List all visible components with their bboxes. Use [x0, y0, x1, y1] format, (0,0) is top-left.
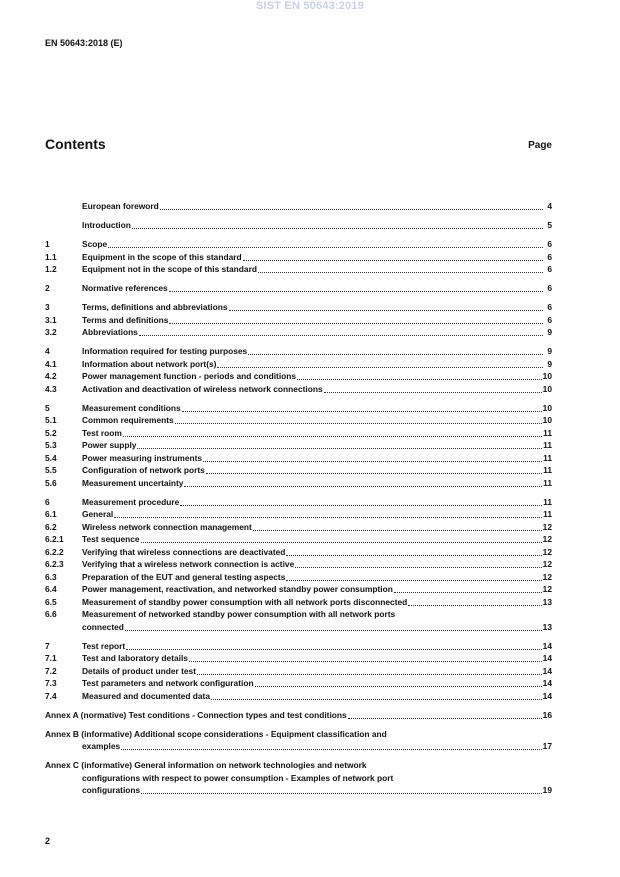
- toc-entry[interactable]: [45, 402, 552, 415]
- contents-heading: Contents: [45, 136, 106, 152]
- dot-leader: [394, 592, 542, 593]
- dot-leader: [189, 661, 542, 662]
- toc-entry-number: 7.4: [45, 690, 57, 701]
- toc-entry-number: 5.1: [45, 415, 57, 425]
- toc-entry-title: Information about network port(s): [82, 358, 217, 369]
- toc-entry-page: 13: [542, 596, 552, 607]
- toc-entry-title: Details of product under test: [82, 665, 197, 676]
- annex-b-title-line1: Annex B (informative) Additional scope considerations - Equipment classification and: [45, 728, 387, 739]
- toc-entry-number: 6.2: [45, 521, 57, 532]
- toc-entry[interactable]: [45, 464, 552, 477]
- document-id: EN 50643:2018 (E): [45, 38, 123, 48]
- toc-entry[interactable]: [45, 596, 552, 609]
- toc-entry-title: Normative references: [82, 283, 168, 293]
- toc-entry-title: Introduction: [82, 220, 131, 230]
- toc-entry-page: 14: [542, 690, 552, 701]
- toc-entry-number: 6: [45, 496, 50, 507]
- annex-c-title-line3: configurations: [82, 785, 141, 795]
- toc-entry-title: Test and laboratory details: [82, 653, 188, 663]
- toc-entry[interactable]: [45, 301, 552, 314]
- dot-leader: [169, 291, 543, 292]
- toc-entry[interactable]: [45, 571, 552, 584]
- toc-entry[interactable]: [45, 414, 552, 427]
- dot-leader: [324, 392, 542, 393]
- toc-entry-page: 11: [543, 496, 552, 507]
- toc-entry-number: 5: [45, 402, 50, 413]
- dot-leader: [295, 567, 541, 568]
- toc-entry-6-6[interactable]: [45, 608, 552, 633]
- toc-entry-title: Wireless network connection management: [82, 521, 252, 532]
- toc-entry-title: Configuration of network ports: [82, 465, 205, 475]
- toc-entry-page: 12: [542, 546, 552, 557]
- dot-leader: [123, 436, 542, 437]
- dot-leader: [137, 448, 542, 449]
- toc-entry-page: 14: [542, 653, 552, 663]
- toc-entry-title-line2: connected: [82, 621, 124, 632]
- toc-entry[interactable]: [45, 652, 552, 665]
- annex-c-page: 19: [542, 785, 552, 795]
- toc-entry-title: Test parameters and network configuration: [82, 678, 254, 688]
- toc-entry-title: Measurement of standby power consumption with all network ports disconnected: [82, 596, 408, 607]
- toc-entry-title: Test sequence: [82, 534, 140, 544]
- toc-entry-title: Test room: [82, 427, 122, 438]
- toc-entry-page: 4: [547, 201, 552, 211]
- toc-entry-title: Terms, definitions and abbreviations: [82, 302, 228, 312]
- toc-entry[interactable]: [45, 477, 552, 490]
- annex-b-page: 17: [542, 741, 552, 751]
- toc-entry[interactable]: [45, 251, 552, 264]
- toc-entry-page: 6: [547, 283, 552, 293]
- annex-b-title-line2: examples: [82, 741, 121, 751]
- toc-entry-page: 10: [542, 371, 552, 381]
- dot-leader: [255, 686, 542, 687]
- toc-entry[interactable]: [45, 383, 552, 396]
- toc-entry-title: Verifying that a wireless network connection is active: [82, 559, 295, 569]
- toc-entry-page: 11: [543, 465, 552, 475]
- toc-entry-number: 1.2: [45, 264, 57, 274]
- dot-leader: [160, 209, 543, 210]
- toc-entry[interactable]: [45, 546, 552, 559]
- toc-entry-title: Activation and deactivation of wireless network connections: [82, 383, 323, 394]
- toc-entry[interactable]: [45, 427, 552, 440]
- toc-entry-title: Test report: [82, 640, 126, 651]
- toc-entry-number: 3.2: [45, 327, 57, 337]
- toc-entry-page: 9: [547, 346, 552, 356]
- dot-leader: [197, 674, 542, 675]
- toc-entry-number: 6.1: [45, 509, 57, 519]
- toc-entry-title: Power management function - periods and conditions: [82, 371, 297, 381]
- watermark: SIST EN 50643:2019: [255, 0, 365, 12]
- toc-entry-page: 11: [543, 440, 552, 450]
- toc-entry[interactable]: [45, 665, 552, 678]
- toc-entry-number: 6.5: [45, 596, 57, 607]
- toc-entry[interactable]: [45, 452, 552, 465]
- toc-entry[interactable]: [45, 583, 552, 596]
- toc-section-list-2: [45, 640, 552, 703]
- toc-entry-title: Power management, reactivation, and networked standby power consumption: [82, 584, 393, 594]
- toc-entry-page: 9: [547, 358, 552, 369]
- toc-entry[interactable]: [45, 533, 552, 546]
- toc-entry-number: 4: [45, 346, 50, 356]
- toc-entry[interactable]: [45, 345, 552, 358]
- toc-entry-page: 10: [542, 415, 552, 425]
- toc-entry-title: Measurement uncertainty: [82, 477, 184, 488]
- toc-entry-page: 9: [547, 327, 552, 337]
- toc-entry[interactable]: [45, 326, 552, 339]
- toc-entry-number: 7.2: [45, 665, 57, 676]
- toc-entry-title: Equipment not in the scope of this standard: [82, 264, 257, 274]
- toc-entry-page: 6: [547, 314, 552, 325]
- toc-entry-number: 6.3: [45, 571, 57, 582]
- toc-entry-title: Terms and definitions: [82, 314, 169, 325]
- toc-entry[interactable]: [45, 508, 552, 521]
- dot-leader: [217, 367, 543, 368]
- toc-entry[interactable]: [45, 358, 552, 371]
- dot-leader: [169, 323, 543, 324]
- dot-leader: [348, 718, 542, 719]
- toc-entry-page: 12: [542, 584, 552, 594]
- toc-entry-title: Measurement procedure: [82, 496, 180, 507]
- dot-leader: [132, 228, 543, 229]
- toc-entry-page: 10: [542, 402, 552, 413]
- toc-entry-page: 12: [542, 534, 552, 544]
- toc-entry-number: 6.2.2: [45, 546, 64, 557]
- dot-leader: [182, 411, 542, 412]
- toc-entry-title: Equipment in the scope of this standard: [82, 251, 242, 262]
- toc-entry-title: Power measuring instruments: [82, 452, 203, 463]
- toc-entry-title: Power supply: [82, 440, 137, 450]
- toc-entry-number: 1: [45, 239, 50, 249]
- toc-entry-page: 11: [543, 452, 552, 463]
- dot-leader: [203, 461, 542, 462]
- toc-entry[interactable]: [45, 314, 552, 327]
- toc-entry-title: Abbreviations: [82, 327, 138, 337]
- toc-entry-number: 5.2: [45, 427, 57, 438]
- toc-entry-title: Measurement conditions: [82, 402, 181, 413]
- toc-entry[interactable]: [45, 496, 552, 509]
- toc-entry[interactable]: [45, 640, 552, 653]
- toc-entry-number: 1.1: [45, 251, 57, 262]
- toc-entry-title: Verifying that wireless connections are deactivated: [82, 546, 286, 557]
- toc-entry-number: 6.6: [45, 609, 57, 619]
- dot-leader: [121, 749, 541, 750]
- dot-leader: [297, 379, 542, 380]
- toc-annex-a[interactable]: [45, 709, 552, 722]
- dot-leader: [286, 580, 541, 581]
- toc-entry-page: 13: [542, 621, 552, 632]
- toc-entry-title: Information required for testing purposes: [82, 346, 248, 356]
- dot-leader: [125, 630, 542, 631]
- dot-leader: [253, 530, 542, 531]
- dot-leader: [141, 793, 542, 794]
- toc-entry-number: 5.4: [45, 452, 57, 463]
- dot-leader: [229, 310, 543, 311]
- toc-annex-c[interactable]: [45, 759, 552, 797]
- dot-leader: [180, 505, 542, 506]
- dot-leader: [184, 486, 542, 487]
- toc-entry-page: 12: [542, 559, 552, 569]
- toc-entry-number: 5.3: [45, 440, 57, 450]
- toc-entry-number: 3: [45, 302, 50, 312]
- annex-a-page: 16: [542, 709, 552, 720]
- toc-entry-page: 10: [542, 383, 552, 394]
- dot-leader: [126, 649, 542, 650]
- toc-entry-number: 7.1: [45, 653, 57, 663]
- dot-leader: [108, 247, 543, 248]
- toc-entry-page: 11: [543, 509, 552, 519]
- toc-entry-page: 6: [547, 264, 552, 274]
- toc-entry-number: 6.2.1: [45, 534, 64, 544]
- dot-leader: [211, 699, 542, 700]
- page-number: 2: [45, 836, 51, 846]
- dot-leader: [408, 605, 541, 606]
- toc-entry-page: 6: [547, 302, 552, 312]
- toc-entry[interactable]: [45, 219, 552, 232]
- toc-entry-number: 7.3: [45, 678, 57, 688]
- toc-section-list: [45, 200, 552, 608]
- toc-entry-page: 14: [542, 678, 552, 688]
- toc-entry-number: 5.5: [45, 465, 57, 475]
- page-column-heading: Page: [528, 140, 552, 151]
- toc-entry-title: European foreword: [82, 201, 159, 211]
- toc-entry-title-line1: Measurement of networked standby power consumption with all network ports: [82, 609, 396, 619]
- toc-entry-page: 6: [547, 239, 552, 249]
- toc-entry-title: Scope: [82, 239, 108, 249]
- toc-entry-page: 6: [547, 251, 552, 262]
- toc-entry-title: Common requirements: [82, 415, 174, 425]
- dot-leader: [258, 272, 543, 273]
- toc-entry-page: 12: [542, 571, 552, 582]
- annex-a-title: Annex A (normative) Test conditions - Connection types and test conditions: [45, 709, 347, 720]
- toc-entry-number: 6.2.3: [45, 559, 64, 569]
- toc-entry-number: 2: [45, 283, 50, 293]
- toc-entry[interactable]: [45, 370, 552, 383]
- toc-entry-page: 11: [543, 477, 552, 488]
- toc-entry-title: General: [82, 509, 114, 519]
- dot-leader: [206, 473, 542, 474]
- dot-leader: [248, 354, 543, 355]
- dot-leader: [175, 423, 542, 424]
- dot-leader: [243, 260, 543, 261]
- toc-entry-page: 5: [547, 220, 552, 230]
- toc-entry[interactable]: [45, 677, 552, 690]
- dot-leader: [114, 517, 542, 518]
- toc-entry[interactable]: [45, 690, 552, 703]
- table-of-contents: [45, 200, 552, 797]
- toc-entry-title: Preparation of the EUT and general testing aspects: [82, 571, 286, 582]
- toc-entry-number: 4.2: [45, 371, 57, 381]
- dot-leader: [141, 542, 542, 543]
- toc-entry-number: 5.6: [45, 477, 57, 488]
- toc-entry[interactable]: [45, 521, 552, 534]
- toc-entry-page: 11: [543, 427, 552, 438]
- toc-entry-number: 4.1: [45, 358, 57, 369]
- annex-c-title-line2: configurations with respect to power consumption - Examples of network port: [82, 772, 394, 783]
- toc-annex-b[interactable]: [45, 728, 552, 753]
- toc-entry[interactable]: [45, 200, 552, 213]
- dot-leader: [286, 555, 541, 556]
- toc-entry[interactable]: [45, 558, 552, 571]
- toc-entry[interactable]: [45, 282, 552, 295]
- toc-entry[interactable]: [45, 263, 552, 276]
- toc-entry-page: 12: [542, 521, 552, 532]
- dot-leader: [139, 335, 543, 336]
- toc-entry-title: Measured and documented data: [82, 690, 210, 701]
- annex-c-title-line1: Annex C (informative) General information on network technologies and network: [45, 760, 367, 770]
- toc-entry-number: 7: [45, 640, 50, 651]
- toc-entry-number: 3.1: [45, 314, 57, 325]
- toc-entry-page: 14: [542, 665, 552, 676]
- toc-entry-number: 4.3: [45, 383, 57, 394]
- toc-entry-page: 14: [542, 640, 552, 651]
- toc-entry[interactable]: [45, 238, 552, 251]
- toc-entry-number: 6.4: [45, 584, 57, 594]
- toc-entry[interactable]: [45, 439, 552, 452]
